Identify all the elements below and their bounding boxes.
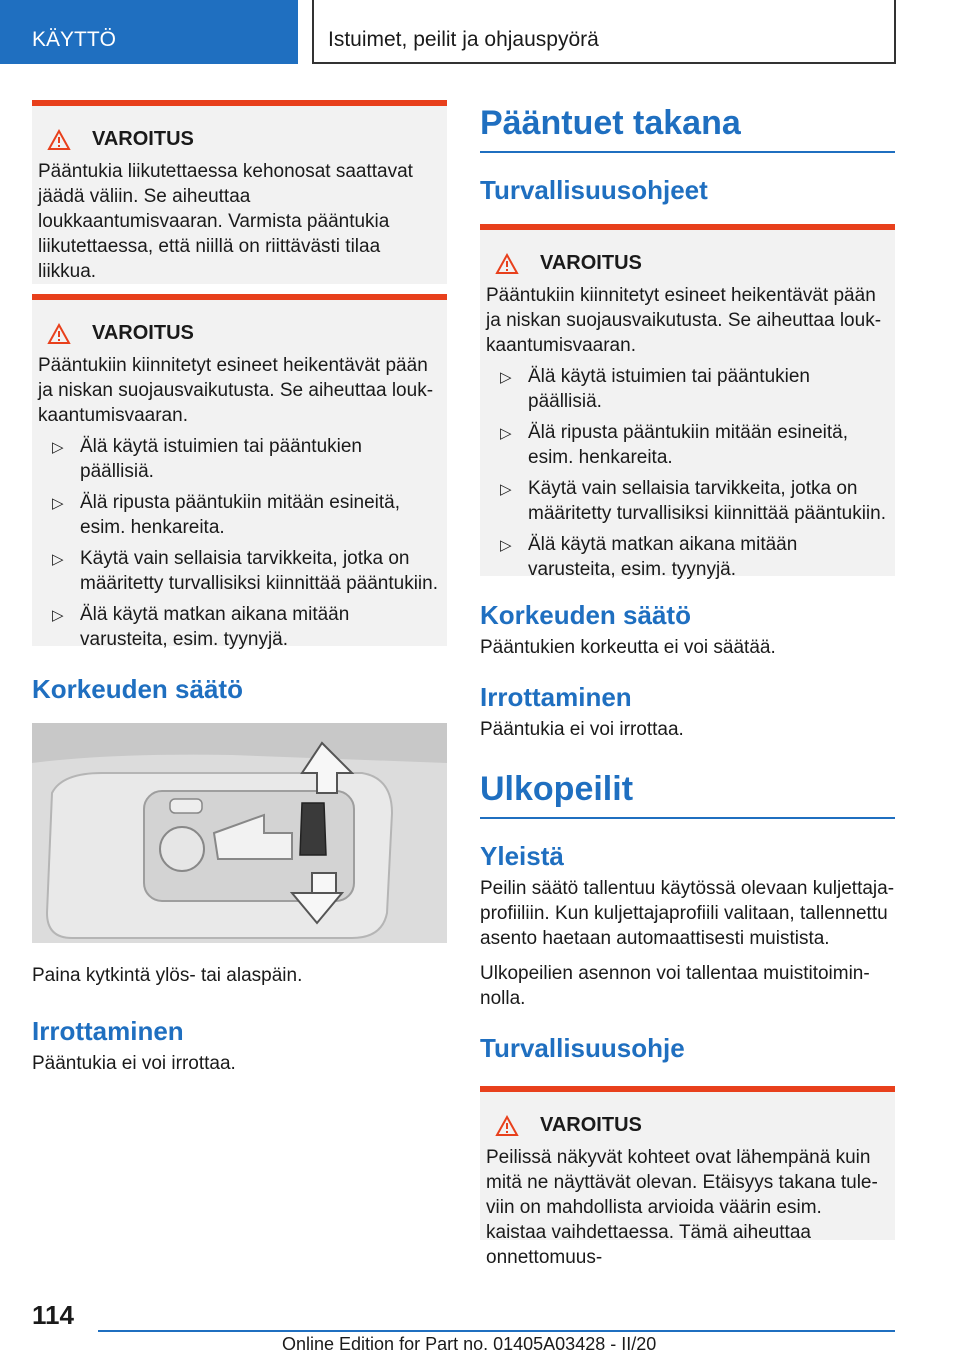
warning-list xyxy=(38,434,439,652)
triangle-bullet-icon: ▷ xyxy=(52,607,64,624)
warning-box-mirror-distance xyxy=(480,1086,895,1268)
triangle-bullet-icon: ▷ xyxy=(52,495,64,512)
seat-switch-image xyxy=(32,723,447,943)
section-heading-height: Korkeuden säätö xyxy=(32,674,243,704)
height-instruction: Paina kytkintä ylös- tai alaspäin. xyxy=(32,965,303,986)
section-heading-remove: Irrottaminen xyxy=(480,682,632,712)
warning-box-rear-objects xyxy=(480,224,895,580)
warning-box-pinching xyxy=(32,100,447,284)
list-item: ▷ Käytä vain sellaisia tarvikkeita, jotka on määritetty turvallisiksi kiinnittää pääntukiin. xyxy=(52,548,438,594)
triangle-bullet-icon: ▷ xyxy=(500,425,512,442)
warning-text: Pääntukia liikutettaessa kehonosat saattavat jäädä väliin. Se aiheuttaa loukkaantumisvaaran. Varmista pääntukia liikutettaessa, että niillä on riittävästi tilaa liikkua. xyxy=(38,161,413,282)
edition-text: Online Edition for Part no. 01405A03428 - II/20 xyxy=(282,1334,657,1354)
triangle-bullet-icon: ▷ xyxy=(52,439,64,456)
section-heading-remove: Irrottaminen xyxy=(32,1016,184,1046)
page-number: 114 xyxy=(32,1300,74,1330)
footer-divider xyxy=(98,1330,895,1332)
triangle-bullet-icon: ▷ xyxy=(500,369,512,386)
warning-list xyxy=(486,364,887,582)
warning-title: VAROITUS xyxy=(496,1114,887,1137)
warning-title: VAROITUS xyxy=(48,128,439,151)
warning-text: Pääntukiin kiinnitetyt esineet heikentävät pään ja niskan suojausvaikutusta. Se aiheuttaa loukkaantumisvaaran. xyxy=(38,355,434,426)
list-item: ▷ Älä käytä istuimien tai pääntukien päällisiä. xyxy=(500,366,810,412)
section-heading-safety-note: Turvallisuusohje xyxy=(480,1033,685,1063)
main-heading-rear-headrests: Pääntuet takana xyxy=(480,104,895,153)
section-heading-safety: Turvallisuusohjeet xyxy=(480,175,708,205)
warning-triangle-icon xyxy=(496,254,518,274)
section-heading-general: Yleistä xyxy=(480,841,564,871)
right-column xyxy=(480,104,895,1268)
warning-triangle-icon xyxy=(496,1116,518,1136)
warning-triangle-icon xyxy=(48,324,70,344)
remove-text: Pääntukia ei voi irrottaa. xyxy=(480,719,684,740)
section-tab xyxy=(0,0,298,64)
list-item: ▷ Älä käytä matkan aikana mitään varusteita, esim. tyynyjä. xyxy=(52,604,350,650)
list-item: ▷ Älä käytä istuimien tai pääntukien päällisiä. xyxy=(52,436,362,482)
chapter-title: Istuimet, peilit ja ohjauspyörä xyxy=(328,28,599,51)
section-title: KÄYTTÖ xyxy=(32,28,117,51)
warning-box-objects xyxy=(32,294,447,650)
chapter-tab xyxy=(312,0,896,64)
warning-title: VAROITUS xyxy=(496,252,887,275)
section-heading-height: Korkeuden säätö xyxy=(480,600,691,630)
general-paragraph-1: Peilin säätö tallentuu käytössä olevaan kuljettajaprofiiliin. Kun kuljettajaprofiili valitaan, tallennettu asento haetaan automaattisesti muistista. xyxy=(480,878,895,949)
warning-text: Peilissä näkyvät kohteet ovat lähempänä kuin mitä ne näyttävät olevan. Etäisyys takana tuleviin on mahdollista arvioida väärin esim. kaistaa vaihdettaessa. Tämä aiheuttaa onnettomuus- xyxy=(486,1147,878,1268)
headrest-switch-illustration xyxy=(32,723,447,943)
left-column xyxy=(32,100,447,1076)
warning-text: Pääntukiin kiinnitetyt esineet heikentävät pään ja niskan suojausvaikutusta. Se aiheuttaa loukkaantumisvaaran. xyxy=(486,285,882,356)
list-item: ▷ Älä ripusta pääntukiin mitään esineitä, esim. henkareita. xyxy=(52,492,401,538)
triangle-bullet-icon: ▷ xyxy=(500,537,512,554)
main-heading-mirrors: Ulkopeilit xyxy=(480,770,895,819)
triangle-bullet-icon: ▷ xyxy=(500,481,512,498)
list-item: ▷ Älä ripusta pääntukiin mitään esineitä, esim. henkareita. xyxy=(500,422,849,468)
list-item: ▷ Älä käytä matkan aikana mitään varusteita, esim. tyynyjä. xyxy=(500,534,798,580)
triangle-bullet-icon: ▷ xyxy=(52,551,64,568)
general-paragraph-2: Ulkopeilien asennon voi tallentaa muistitoiminnolla. xyxy=(480,963,870,1009)
warning-title: VAROITUS xyxy=(48,322,439,345)
height-text: Pääntukien korkeutta ei voi säätää. xyxy=(480,637,776,658)
list-item: ▷ Käytä vain sellaisia tarvikkeita, jotka on määritetty turvallisiksi kiinnittää pääntukiin. xyxy=(500,478,886,524)
warning-triangle-icon xyxy=(48,130,70,150)
remove-text: Pääntukia ei voi irrottaa. xyxy=(32,1053,236,1074)
